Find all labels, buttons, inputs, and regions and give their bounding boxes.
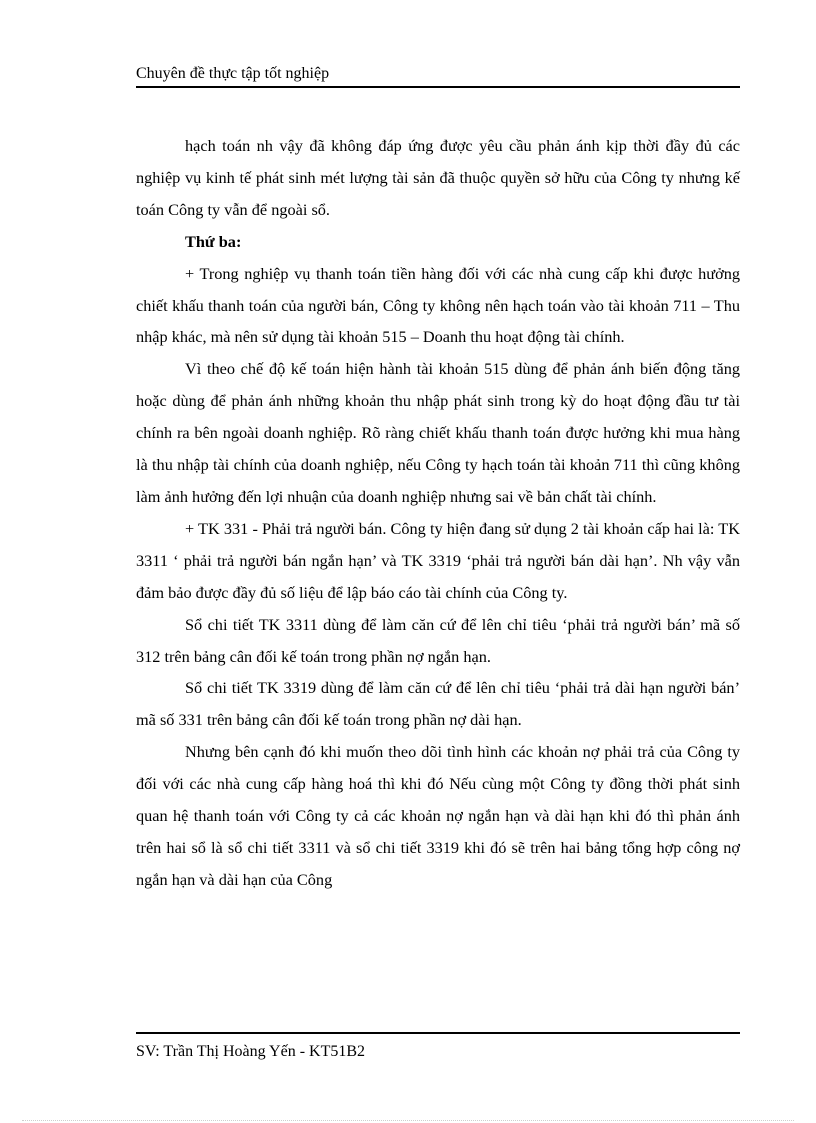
header-divider [136,86,740,88]
document-body [136,130,740,896]
paragraph-4: + TK 331 - Phải trả người bán. Công ty hiện đang sử dụng 2 tài khoản cấp hai là: TK 3311 ‘ phải trả người bán ngắn hạn’ và TK 3319 ‘phải trả người bán dài hạn’. Nh vậy vẫn đảm bảo được đầy đủ số liệu để lập báo cáo tài chính của Công ty. [136,518,740,602]
footer-divider [136,1032,740,1034]
paragraph-5: Sổ chi tiết TK 3311 dùng để làm căn cứ để lên chỉ tiêu ‘phải trả người bán’ mã số 312 trên bảng cân đối kế toán trong phần nợ ngắn hạn. [136,614,740,666]
paragraph-1: hạch toán nh vậy đã không đáp ứng được yêu cầu phản ánh kịp thời đầy đủ các nghiệp vụ kinh tế phát sinh mét lượng tài sản đã thuộc quyền sở hữu của Công ty nhưng kế toán Công ty vẫn để ngoài sổ. [136,136,740,219]
paragraph-2: + Trong nghiệp vụ thanh toán tiền hàng đối với các nhà cung cấp khi được hưởng chiết khấu thanh toán của người bán, Công ty không nên hạch toán vào tài khoản 711 – Thu nhập khác, mà nên sử dụng tài khoản 515 – Doanh thu hoạt động tài chính. [136,263,740,347]
paragraph-3: Vì theo chế độ kế toán hiện hành tài khoản 515 dùng để phản ánh biến động tăng hoặc dùng để phản ánh những khoản thu nhập phát sinh trong kỳ do hoạt động đầu tư tài chính ra bên ngoài doanh nghiệp. Rõ ràng chiết khấu thanh toán được hưởng khi mua hàng là thu nhập tài chính của doanh nghiệp, nếu Công ty hạch toán tài khoản 711 thì cũng không làm ảnh hưởng đến lợi nhuận của doanh nghiệp nhưng sai về bản chất tài chính. [136,359,740,506]
page-header-title: Chuyên đề thực tập tốt nghiệp [136,65,330,82]
page-footer-author: SV: Trần Thị Hoàng Yến - KT51B2 [136,1043,366,1060]
page-bottom-dotted-line [22,1120,794,1121]
paragraph-7: Nhưng bên cạnh đó khi muốn theo dõi tình hình các khoản nợ phải trả của Công ty đối với các nhà cung cấp hàng hoá thì khi đó Nếu cùng một Công ty đồng thời phát sinh quan hệ thanh toán với Công ty cả các khoản nợ ngắn hạn và dài hạn khi đó thì phản ánh trên hai sổ là sổ chi tiết 3311 và sổ chi tiết 3319 khi đó sẽ trên hai bảng tổng hợp công nợ ngắn hạn và dài hạn của Công [136,742,740,889]
paragraph-6: Sổ chi tiết TK 3319 dùng để làm căn cứ để lên chỉ tiêu ‘phải trả dài hạn người bán’ mã số 331 trên bảng cân đối kế toán trong phần nợ dài hạn. [136,678,740,730]
section-heading-thu-ba: Thứ ba: [185,231,242,251]
